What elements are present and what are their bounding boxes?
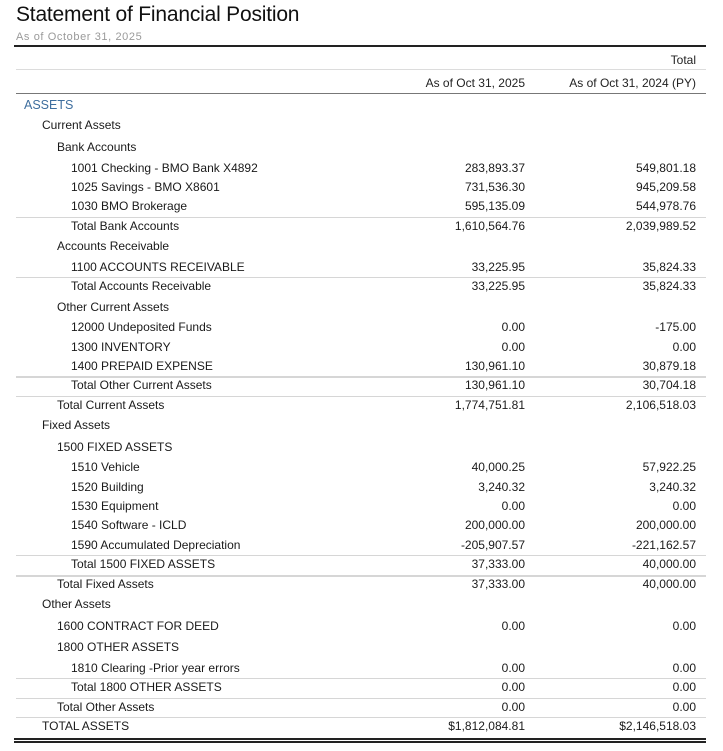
- row-label: Total Accounts Receivable: [71, 279, 212, 294]
- table-row[interactable]: [0, 616, 723, 638]
- total-row[interactable]: [0, 575, 723, 594]
- value-current[interactable]: 283,893.37: [464, 160, 525, 175]
- total-row[interactable]: [0, 376, 723, 395]
- report-table: [0, 96, 723, 736]
- report-subtitle: As of October 31, 2025: [16, 31, 143, 43]
- row-label: Total Other Current Assets: [71, 378, 212, 393]
- table-row[interactable]: [0, 478, 723, 497]
- value-current[interactable]: 130,961.10: [464, 378, 525, 393]
- table-row[interactable]: [0, 536, 723, 555]
- value-prior-year[interactable]: 200,000.00: [635, 518, 696, 533]
- table-row[interactable]: [0, 258, 723, 277]
- value-current[interactable]: 3,240.32: [478, 479, 525, 494]
- table-row[interactable]: [0, 458, 723, 477]
- row-label: Other Assets: [42, 596, 111, 611]
- row-label: Total Fixed Assets: [57, 576, 154, 591]
- total-row[interactable]: [0, 555, 723, 574]
- value-prior-year[interactable]: 40,000.00: [642, 576, 696, 591]
- value-current[interactable]: 0.00: [501, 339, 525, 354]
- table-row[interactable]: [0, 197, 723, 216]
- value-current[interactable]: 37,333.00: [471, 576, 525, 591]
- row-label: Other Current Assets: [57, 299, 170, 314]
- row-label: 1500 FIXED ASSETS: [57, 439, 173, 454]
- value-prior-year[interactable]: 30,704.18: [642, 378, 696, 393]
- value-current[interactable]: 130,961.10: [464, 358, 525, 373]
- value-prior-year[interactable]: 40,000.00: [642, 557, 696, 572]
- row-label: 1600 CONTRACT FOR DEED: [57, 618, 219, 633]
- column-header-prior-year: As of Oct 31, 2024 (PY): [569, 76, 696, 90]
- total-row[interactable]: [0, 396, 723, 415]
- value-prior-year[interactable]: 0.00: [672, 699, 696, 714]
- row-label: Total Bank Accounts: [71, 218, 180, 233]
- row-label: 1810 Clearing -Prior year errors: [71, 660, 240, 675]
- row-label: 1540 Software - ICLD: [71, 518, 187, 533]
- row-label: 1530 Equipment: [71, 499, 159, 514]
- value-prior-year[interactable]: -221,162.57: [631, 537, 696, 552]
- row-label: ASSETS: [24, 98, 74, 112]
- section-row[interactable]: [0, 96, 723, 115]
- row-label: Total Other Assets: [57, 699, 155, 714]
- value-prior-year[interactable]: 0.00: [672, 660, 696, 675]
- row-label: Accounts Receivable: [57, 239, 170, 254]
- header-divider: [16, 69, 706, 70]
- value-prior-year[interactable]: 0.00: [672, 499, 696, 514]
- group-header-row[interactable]: [0, 594, 723, 616]
- row-label: 1590 Accumulated Depreciation: [71, 537, 241, 552]
- row-label: Total 1800 OTHER ASSETS: [71, 680, 222, 695]
- value-current[interactable]: 1,610,564.76: [454, 218, 525, 233]
- row-label: Total 1500 FIXED ASSETS: [71, 557, 216, 572]
- value-prior-year[interactable]: 30,879.18: [642, 358, 696, 373]
- row-label: 1030 BMO Brokerage: [71, 199, 188, 214]
- row-label: 1001 Checking - BMO Bank X4892: [71, 160, 258, 175]
- value-current[interactable]: 0.00: [501, 680, 525, 695]
- value-prior-year[interactable]: 0.00: [672, 618, 696, 633]
- row-label: Current Assets: [42, 118, 121, 133]
- row-label: Bank Accounts: [57, 139, 137, 154]
- value-current[interactable]: 37,333.00: [471, 557, 525, 572]
- table-row[interactable]: [0, 318, 723, 337]
- row-label: 1025 Savings - BMO X8601: [71, 179, 220, 194]
- row-label: 1400 PREPAID EXPENSE: [71, 358, 213, 373]
- value-prior-year[interactable]: $2,146,518.03: [619, 718, 696, 733]
- row-label: 1520 Building: [71, 479, 144, 494]
- value-current[interactable]: 200,000.00: [464, 518, 525, 533]
- group-header-row[interactable]: [0, 236, 723, 258]
- value-current[interactable]: 1,774,751.81: [454, 397, 525, 412]
- value-current[interactable]: 0.00: [501, 660, 525, 675]
- value-prior-year[interactable]: 2,039,989.52: [625, 218, 696, 233]
- total-row[interactable]: [0, 717, 723, 736]
- row-label: TOTAL ASSETS: [42, 718, 130, 733]
- value-current[interactable]: 0.00: [501, 499, 525, 514]
- value-current[interactable]: 0.00: [501, 320, 525, 335]
- column-header-divider: [16, 93, 706, 94]
- group-header-row[interactable]: [0, 297, 723, 319]
- column-group-total: Total: [670, 53, 696, 67]
- grand-total-double-rule: [14, 738, 706, 743]
- value-current[interactable]: 731,536.30: [464, 179, 525, 194]
- group-header-row[interactable]: [0, 115, 723, 137]
- value-prior-year[interactable]: 57,922.25: [642, 460, 696, 475]
- value-current[interactable]: 33,225.95: [471, 279, 525, 294]
- total-row[interactable]: [0, 217, 723, 236]
- value-current[interactable]: 0.00: [501, 699, 525, 714]
- row-label: 1800 OTHER ASSETS: [57, 640, 180, 655]
- value-current[interactable]: 595,135.09: [464, 199, 525, 214]
- value-prior-year[interactable]: 3,240.32: [649, 479, 696, 494]
- table-row[interactable]: [0, 659, 723, 678]
- row-label: 1510 Vehicle: [71, 460, 140, 475]
- row-label: 1300 INVENTORY: [71, 339, 171, 354]
- group-header-row[interactable]: [0, 137, 723, 159]
- value-prior-year[interactable]: 2,106,518.03: [625, 397, 696, 412]
- value-prior-year[interactable]: 945,209.58: [635, 179, 696, 194]
- value-prior-year[interactable]: -175.00: [655, 320, 696, 335]
- value-prior-year[interactable]: 544,978.76: [635, 199, 696, 214]
- value-current[interactable]: -205,907.57: [460, 537, 525, 552]
- column-header-current: As of Oct 31, 2025: [425, 76, 525, 90]
- value-current[interactable]: 0.00: [501, 618, 525, 633]
- total-row[interactable]: [0, 698, 723, 717]
- row-label: Fixed Assets: [42, 418, 111, 433]
- table-row[interactable]: [0, 159, 723, 178]
- row-label: Total Current Assets: [57, 397, 165, 412]
- value-prior-year[interactable]: 0.00: [672, 680, 696, 695]
- value-current[interactable]: 40,000.25: [471, 460, 525, 475]
- table-row[interactable]: [0, 497, 723, 516]
- table-row[interactable]: [0, 178, 723, 197]
- header-rule: [14, 45, 706, 47]
- total-row[interactable]: [0, 678, 723, 697]
- group-header-row[interactable]: [0, 415, 723, 437]
- value-prior-year[interactable]: 35,824.33: [642, 259, 696, 274]
- table-row[interactable]: [0, 338, 723, 357]
- report-title: Statement of Financial Position: [16, 3, 300, 26]
- group-header-row[interactable]: [0, 637, 723, 659]
- table-row[interactable]: [0, 357, 723, 376]
- value-prior-year[interactable]: 35,824.33: [642, 279, 696, 294]
- value-current[interactable]: $1,812,084.81: [448, 718, 525, 733]
- row-label: 12000 Undeposited Funds: [71, 320, 212, 335]
- value-prior-year[interactable]: 0.00: [672, 339, 696, 354]
- table-row[interactable]: [0, 516, 723, 535]
- row-label: 1100 ACCOUNTS RECEIVABLE: [71, 259, 245, 274]
- total-row[interactable]: [0, 277, 723, 296]
- value-prior-year[interactable]: 549,801.18: [635, 160, 696, 175]
- group-header-row[interactable]: [0, 437, 723, 459]
- value-current[interactable]: 33,225.95: [471, 259, 525, 274]
